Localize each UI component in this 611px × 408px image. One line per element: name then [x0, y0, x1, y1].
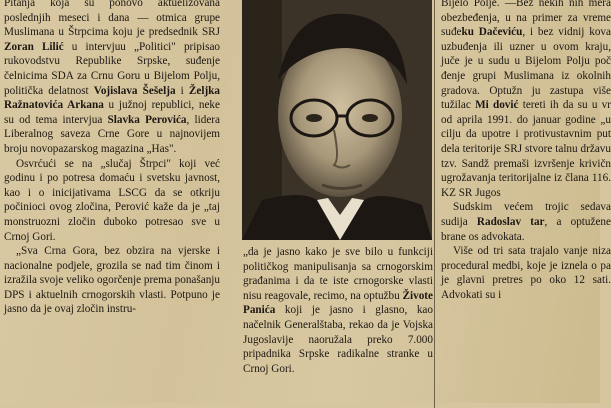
text: i [175, 84, 189, 97]
text: Sudskim većem trojic sedava sudija [441, 201, 611, 228]
text: u intervjuu „Politici" pripisao rukovodstvu Republike Srpske, suđenje čelnicima SDA za Crnu Goru u Bijelom Polju, politička delatnost [4, 40, 220, 97]
person-name: Slavka Perovića [107, 113, 187, 126]
paragraph: Više od tri sata trajalo vanje niza procedural medbi, koje je iznela o pa je glavni pretres po oko 12 sati. Advokati su i [441, 245, 611, 301]
text: , a optužene brane os advokata. [441, 215, 611, 243]
paragraph: „Sva Crna Gora, bez obzira na vjerske i nacionalne podjele, grozila se nad tim činom i izražila svoje veliko ogorčenje prema ponašanju DPS i aktuelnih crnogorskih vlasti. Potpuno je jasno da je ovaj zločin instru- [4, 245, 220, 316]
person-name: ku Dačeviću [461, 26, 523, 39]
person-name: dović [492, 99, 519, 112]
paragraph [441, 200, 611, 244]
person-name: Radoslav [476, 215, 522, 228]
text: koji je jasno i glasno, kao načelnik Generalštaba, rekao da je Vojska Jugoslavije naoružala preko 7.000 pripadnika Srpske radikalne stranke u Crnoj Gori. [243, 304, 433, 375]
text: Bijelo Polje. —Bez nekih nih mera obezbeđenja, u na primer za vreme suđe [441, 0, 611, 39]
person-name: Vojislava Šešelja [93, 84, 176, 97]
portrait-photo [242, 0, 432, 240]
text: , lidera Liberalnog saveza Crne Gore u najnovijem broju novopazarskog magazina „Has". [4, 113, 221, 155]
paragraph [4, 0, 220, 157]
text: „da je jasno kako je sve bilo u funkciji političkog manipulisanja sa crnogorskim građanima i da te iste crnogorske vlasti nisu reagovale, recimo, na optužbu [243, 246, 433, 302]
article-left-column [4, 0, 220, 317]
person-name: Živote Panića [243, 289, 433, 317]
article-middle-column [243, 245, 433, 376]
text: , i bez vidnij kova uzbuđenja ili uzner u ovom kraju, juče je u sudu u Bijelom Polju poč đenje grupi Muslimana iz okolnih gradova. Optužn ju zastupa više tužilac [441, 26, 611, 112]
person-name: tar [530, 215, 545, 228]
portrait-image [242, 0, 432, 240]
paragraph [441, 0, 611, 200]
article-right-column [441, 0, 611, 302]
column-divider [434, 0, 435, 408]
paragraph [243, 245, 433, 376]
text: — otmica grupe Muslimana u Štrpcima koju je predsednik SRJ [4, 11, 221, 39]
paragraph: Osvrćući se na „slučaj Štrpci" koji već godinu i po potresa domaću i svetsku javnost, kao i o inicijativama LSCG da se otkriju počinioci ovog zločina, Perović kaže da je „taj monstruozni zločin duboko potresao sve u Crnoj Gori. [4, 157, 220, 243]
person-name: Željka Ražnatovića Arkana [4, 84, 220, 112]
person-name: Zoran Lilić [4, 40, 64, 53]
person-name: Mi [475, 99, 489, 112]
text: u južnoj republici, neke su od tema intervjua [4, 99, 220, 126]
text: tereti ih da su u vr od aprila 1991. do januar godine „u cilju da upotre i protivustavnim put dela teritorije SRJ stvore talnu državu tzv. Sandž premaši izvršenje krivičn ugrožavanja teritorijalne iz člana 116. KZ SR Jugos [441, 99, 611, 199]
text: Pitanja koja su ponovo aktuelizovana poslednjih meseci i dana [4, 0, 220, 24]
text [521, 216, 530, 228]
